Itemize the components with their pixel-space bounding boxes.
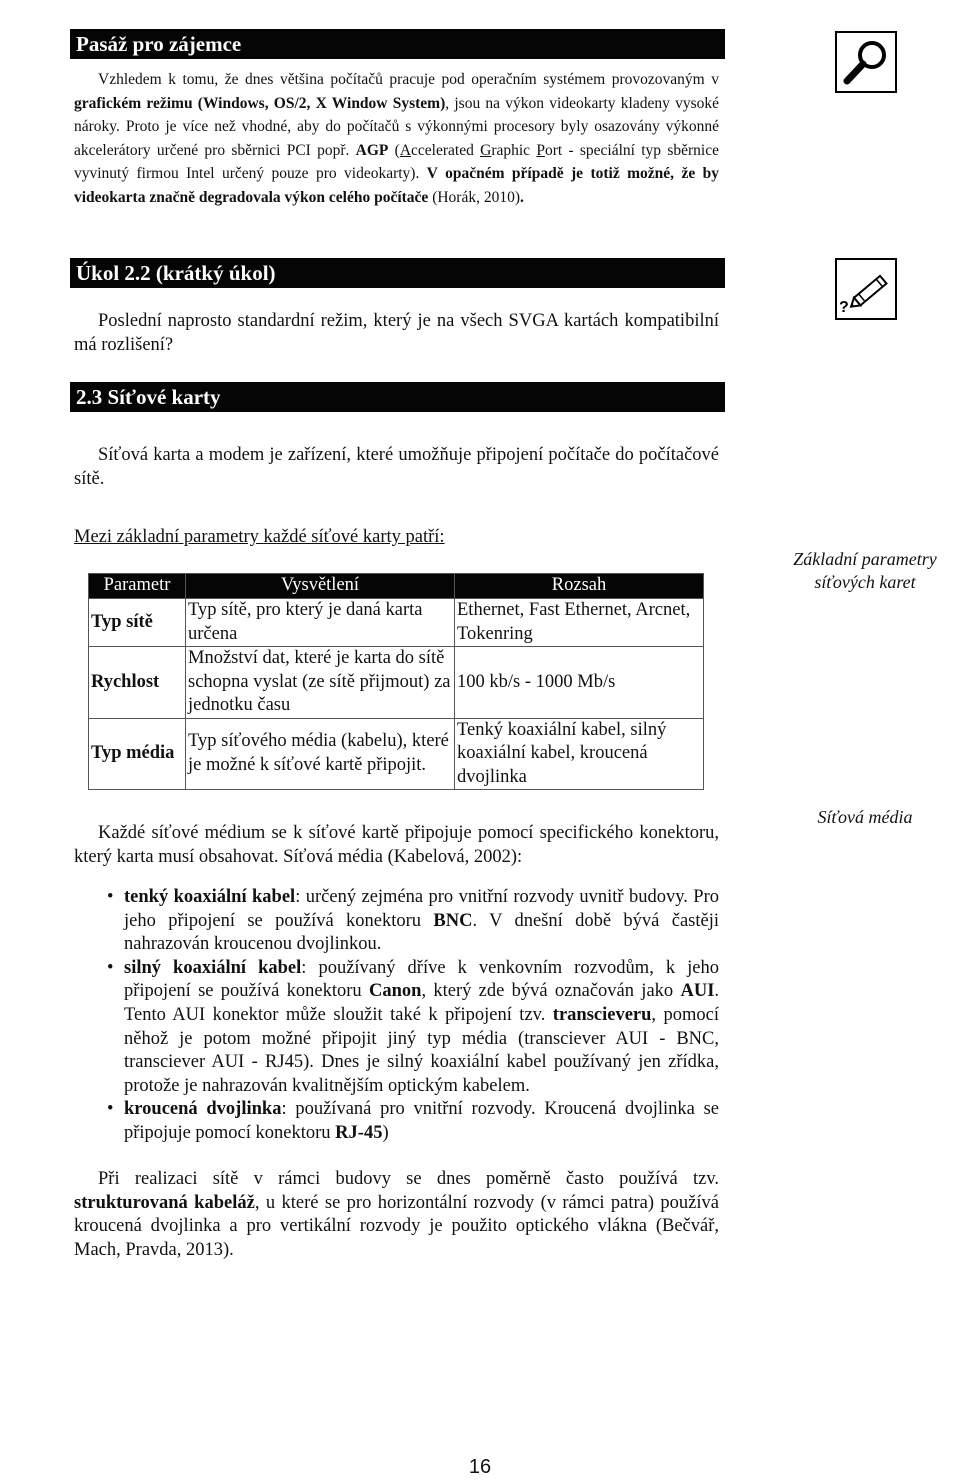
margin-note-params: Základní parametry síťových karet xyxy=(793,549,937,592)
table-cell-param: Typ sítě xyxy=(89,599,186,647)
network-intro: Síťová karta a modem je zařízení, které umožňuje připojení počítače do počítačové sítě. xyxy=(74,445,719,489)
section-title-network-cards: 2.3 Síťové karty xyxy=(70,382,725,412)
section-title-passage: Pasáž pro zájemce xyxy=(70,29,725,59)
table-row xyxy=(89,718,704,790)
table-cell-param: Rychlost xyxy=(89,647,186,719)
table-cell-param: Typ média xyxy=(89,718,186,790)
bullet: • xyxy=(107,957,114,978)
list-item: • kroucená dvojlinka: používaná pro vnitřní rozvody. Kroucená dvojlinka se připojuje pomocí konektoru RJ-45) xyxy=(107,1099,719,1143)
list-item: • tenký koaxiální kabel: určený zejména pro vnitřní rozvody uvnitř budovy. Pro jeho připojení se používá konektoru BNC. V dnešní době bývá častěji nahrazován kroucenou dvojlinkou. xyxy=(107,887,719,955)
table-row xyxy=(89,647,704,719)
table-cell-range: Tenký koaxiální kabel, silný koaxiální kabel, kroucená dvojlinka xyxy=(455,718,704,790)
table-header-cell: Vysvětlení xyxy=(186,574,455,599)
params-heading: Mezi základní parametry každé síťové karty patří: xyxy=(74,527,445,547)
table-header-cell: Parametr xyxy=(89,574,186,599)
passage-paragraph: Vzhledem k tomu, že dnes většina počítačů pracuje pod operačním systémem provozovaným v grafickém režimu (Windows, OS/2, X Window System), jsou na výkon videokarty kladeny vysoké nároky. Proto je více než vhodné, aby do počítačů s výkonnými procesory byly osazovány výkonné akcelerátory určené pro sběrnici PCI popř. AGP (Accelerated Graphic Port - speciální typ sběrnice vyvinutý firmou Intel určený pouze pro videokarty). V opačném případě je totiž možné, že by videokarta značně degradovala výkon celého počítače (Horák, 2010). xyxy=(74,71,719,206)
pencil-question-icon xyxy=(835,258,897,320)
table-cell-desc: Množství dat, které je karta do sítě schopna vyslat (ze sítě přijmout) za jednotku času xyxy=(186,647,455,719)
bullet: • xyxy=(107,887,114,907)
table-header-row xyxy=(89,574,704,599)
table-row xyxy=(89,599,704,647)
table-cell-desc: Typ síťového média (kabelu), které je možné k síťové kartě připojit. xyxy=(186,718,455,790)
page-number: 16 xyxy=(468,1456,492,1478)
magnifier-icon-svg xyxy=(837,33,895,91)
margin-note-media: Síťová média xyxy=(817,807,913,827)
table-cell-range: 100 kb/s - 1000 Mb/s xyxy=(455,647,704,719)
media-outro: Při realizaci sítě v rámci budovy se dnes poměrně často používá tzv. strukturovaná kabeláž, u které se pro horizontální rozvody (v rámci patra) používá kroucená dvojlinka a pro vertikální rozvody je použito optického vlákna (Bečvář, Mach, Pravda, 2013). xyxy=(74,1169,719,1260)
table-header-cell: Rozsah xyxy=(455,574,704,599)
task-text: Poslední naprosto standardní režim, který je na všech SVGA kartách kompatibilní má rozlišení? xyxy=(74,311,719,355)
pencil-question-icon-svg xyxy=(837,260,895,318)
task-title: Úkol 2.2 (krátký úkol) xyxy=(70,258,725,288)
table-cell-range: Ethernet, Fast Ethernet, Arcnet, Tokenring xyxy=(455,599,704,647)
magnifier-icon xyxy=(835,31,897,93)
parameters-table xyxy=(88,573,704,790)
question-mark: ? xyxy=(839,299,849,316)
media-intro: Každé síťové médium se k síťové kartě připojuje pomocí specifického konektoru, který karta musí obsahovat. Síťová média (Kabelová, 2002): xyxy=(74,823,719,867)
media-list xyxy=(74,886,719,1146)
table-cell-desc: Typ sítě, pro který je daná karta určena xyxy=(186,599,455,647)
bullet: • xyxy=(107,1099,114,1120)
list-item: • silný koaxiální kabel: používaný dříve k venkovním rozvodům, k jeho připojení se používá konektoru Canon, který zde bývá označován jako AUI. Tento AUI konektor může sloužit také k připojení tzv. transcieveru, pomocí něhož je potom možné připojit jiný typ média (transciever AUI - BNC, transciever AUI - RJ45). Dnes je silný koaxiální kabel používaný jen zřídka, protože je nahrazován kvalitnějším optickým kabelem. xyxy=(107,957,720,1096)
